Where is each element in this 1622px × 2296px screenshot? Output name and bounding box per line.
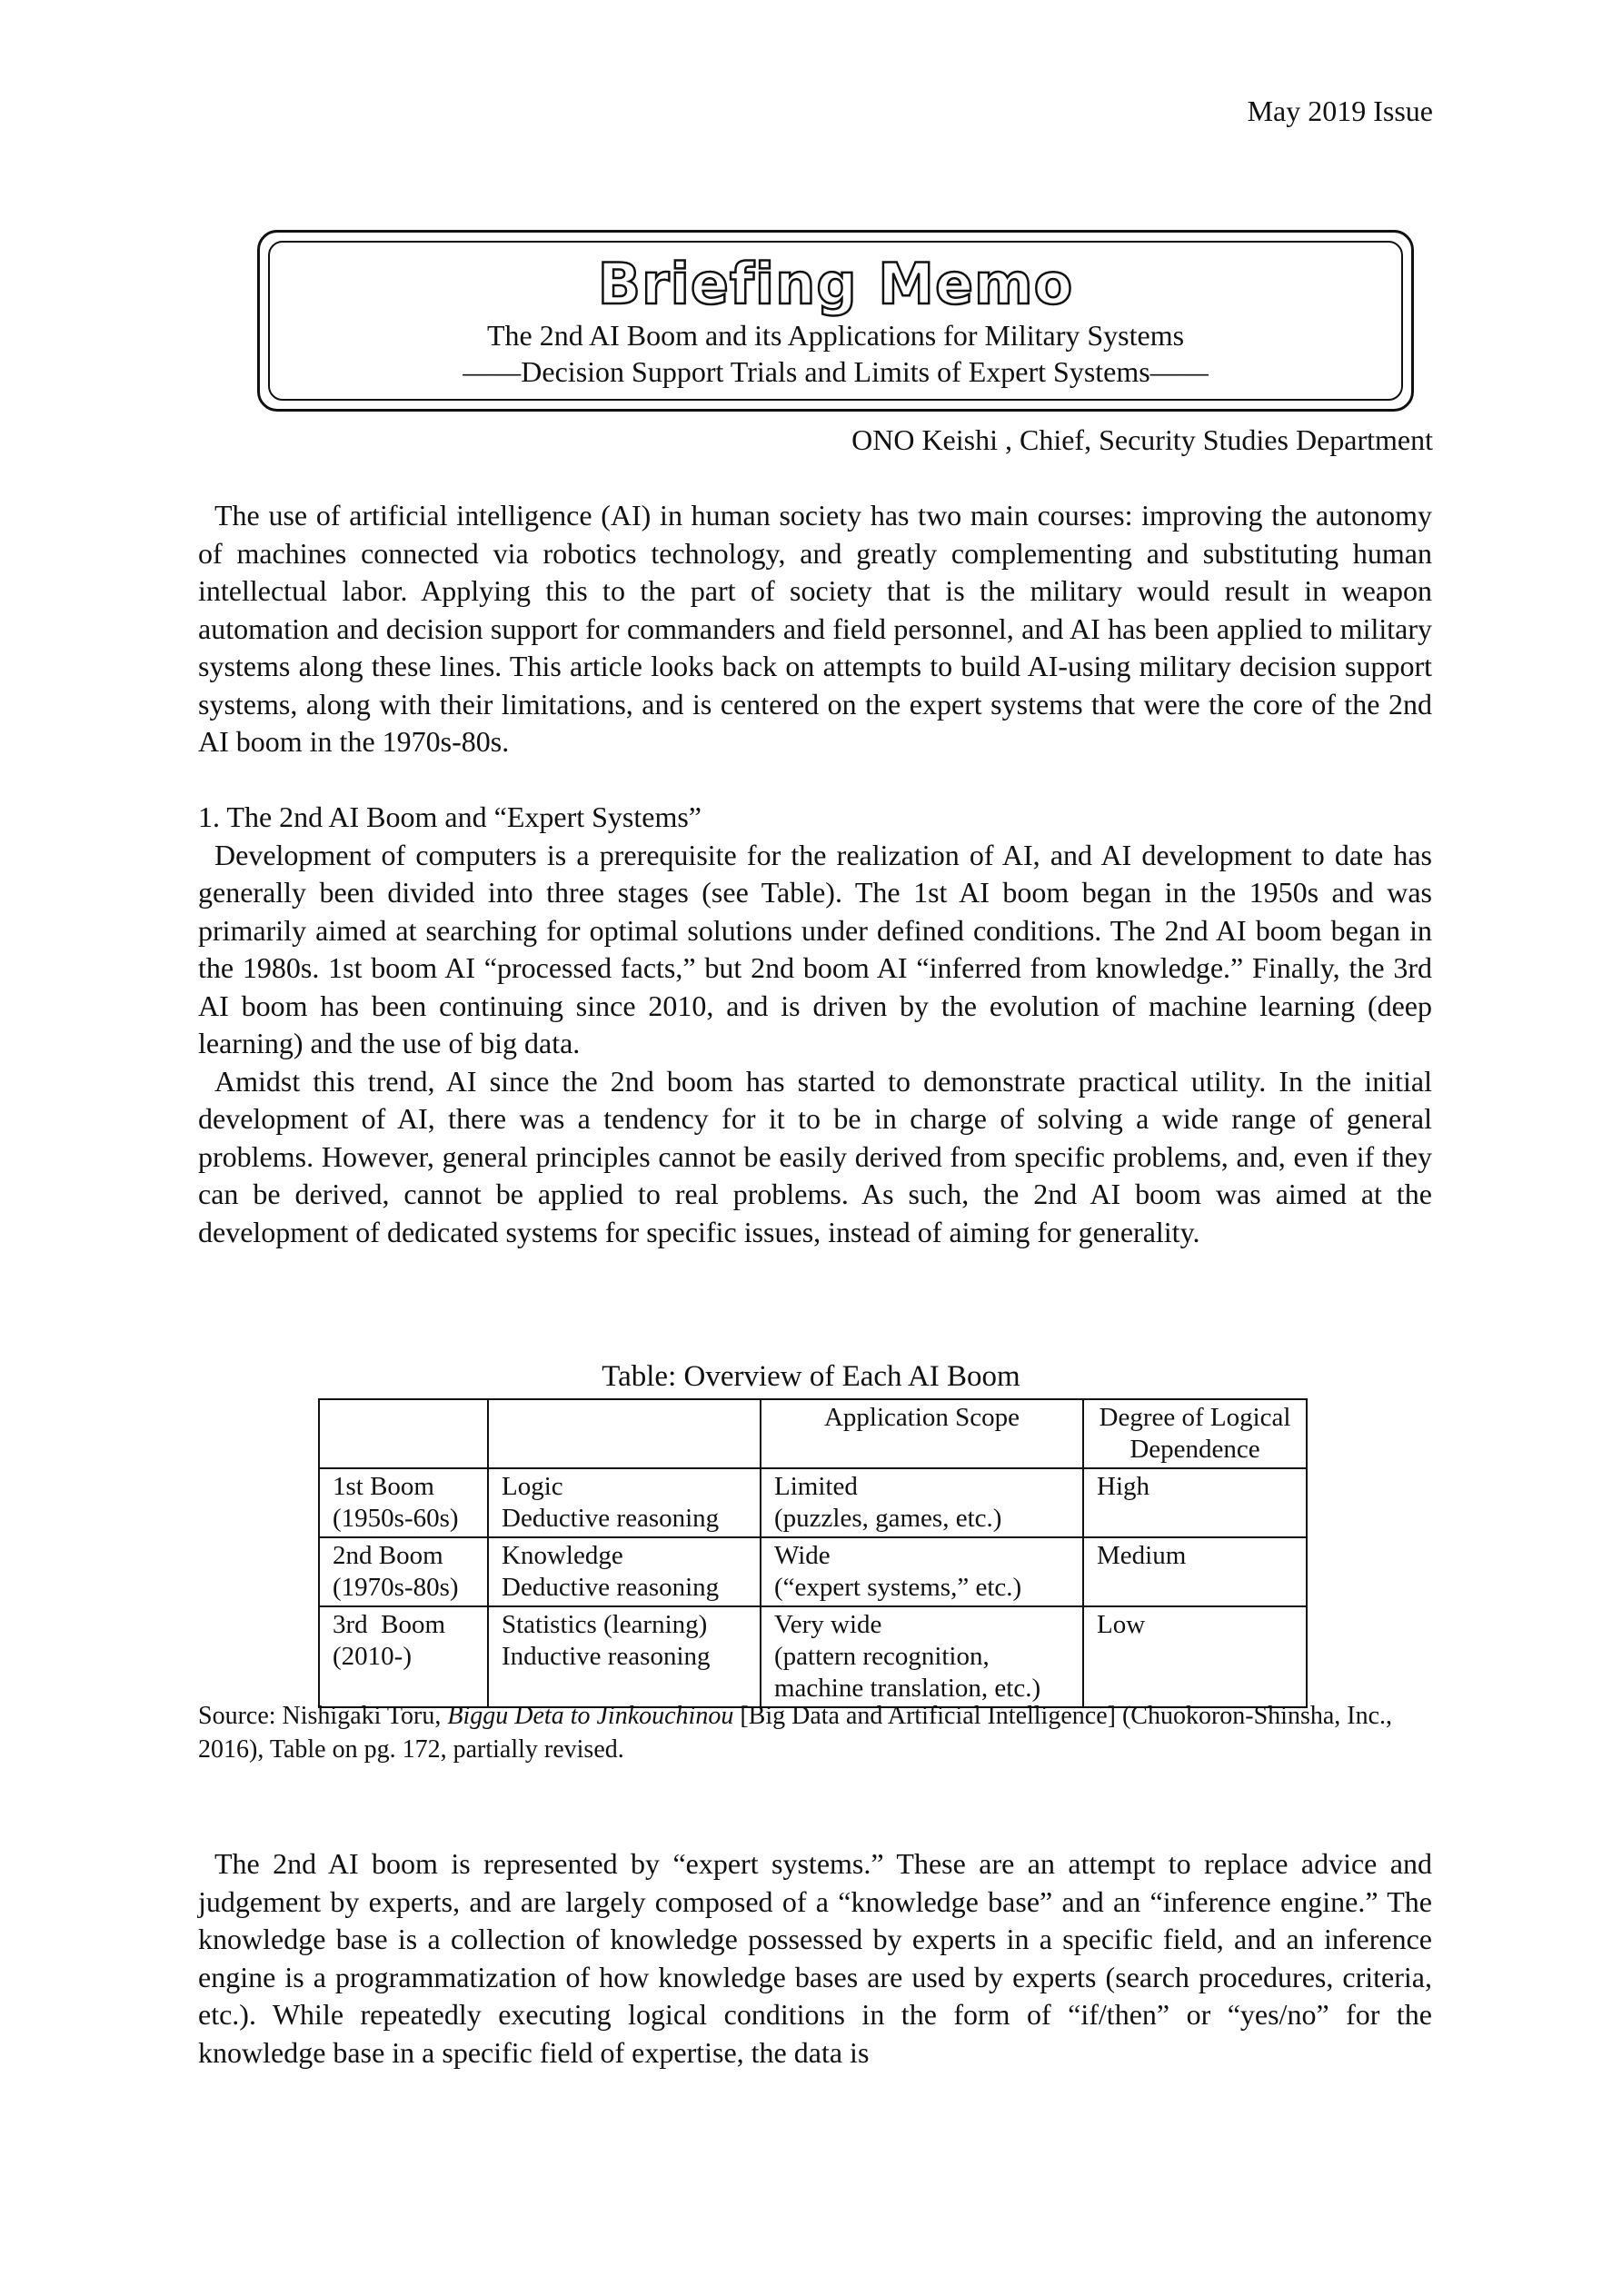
table-cell-dependence: High bbox=[1083, 1468, 1307, 1537]
section-1-paragraph-1: Development of computers is a prerequisite for the realization of AI, and AI development to date has generally been divided into three stages (see Table). The 1st AI boom began in the 1950s and was primarily aimed at searching for optimal solutions under defined conditions. The 2nd AI boom began in the 1980s. 1st boom AI “processed facts,” but 2nd boom AI “inferred from knowledge.” Finally, the 3rd AI boom has been continuing since 2010, and is driven by the evolution of machine learning (deep learning) and the use of big data. bbox=[198, 838, 1432, 1059]
table-cell-basis: Logic Deductive reasoning bbox=[488, 1468, 761, 1537]
table-cell-boom: 1st Boom (1950s-60s) bbox=[319, 1468, 488, 1537]
section-1 bbox=[198, 799, 1432, 1251]
table-header-cell: Degree of Logical Dependence bbox=[1083, 1399, 1307, 1468]
table-source-note: Source: Nishigaki Toru, Biggu Deta to Jinkouchinou [Big Data and Artificial Intelligence] (Chuokoron-Shinsha, Inc., 2016), Table on pg. 172, partially revised. bbox=[198, 1702, 1393, 1764]
issue-date: May 2019 Issue bbox=[1247, 94, 1433, 127]
table-cell-basis: Statistics (learning) Inductive reasoning bbox=[488, 1606, 761, 1707]
intro-paragraph: The use of artificial intelligence (AI) in human society has two main courses: improving the autonomy of machines connected via robotics technology, and greatly complementing and substituting human intellectual labor. Applying this to the part of society that is the military would result in weapon automation and decision support for commanders and field personnel, and AI has been applied to military systems along these lines. This article looks back on attempts to build AI-using military decision support systems, along with their limitations, and is centered on the expert systems that were the core of the 2nd AI boom in the 1970s-80s. bbox=[198, 499, 1432, 758]
section-1-paragraph-2: Amidst this trend, AI since the 2nd boom has started to demonstrate practical utility. In the initial development of AI, there was a tendency for it to be in charge of solving a wide range of general problems. However, general principles cannot be easily derived from specific problems, and, even if they can be derived, cannot be applied to real problems. As such, the 2nd AI boom was aimed at the development of dedicated systems for specific issues, instead of aiming for generality. bbox=[198, 1064, 1432, 1248]
table-cell-scope: Wide (“expert systems,” etc.) bbox=[761, 1537, 1083, 1606]
memo-title-box bbox=[257, 230, 1414, 412]
table-cell-scope: Limited (puzzles, games, etc.) bbox=[761, 1468, 1083, 1537]
table-header-cell: Application Scope bbox=[761, 1399, 1083, 1468]
closing-paragraph: The 2nd AI boom is represented by “expert systems.” These are an attempt to replace advice and judgement by experts, and are largely composed of a “knowledge base” and an “inference engine.” The knowledge base is a collection of knowledge possessed by experts in a specific field, and an inference engine is a programmatization of how knowledge bases are used by experts (search procedures, criteria, etc.). While repeatedly executing logical conditions in the form of “if/then” or “yes/no” for the knowledge base in a specific field of expertise, the data is bbox=[198, 1847, 1432, 2069]
table-cell-basis: Knowledge Deductive reasoning bbox=[488, 1537, 761, 1606]
closing-section bbox=[198, 1845, 1432, 2072]
table-row bbox=[319, 1537, 1307, 1606]
ai-boom-table bbox=[318, 1398, 1308, 1708]
table-cell-dependence: Low bbox=[1083, 1606, 1307, 1707]
author-line: ONO Keishi , Chief, Security Studies Department bbox=[851, 423, 1433, 456]
table-header-cell bbox=[488, 1399, 761, 1468]
intro-section bbox=[198, 497, 1432, 761]
section-1-heading: 1. The 2nd AI Boom and “Expert Systems” bbox=[198, 800, 702, 833]
table-row bbox=[319, 1468, 1307, 1537]
memo-subtitle-secondary: ——Decision Support Trials and Limits of Expert Systems—— bbox=[463, 355, 1209, 388]
table-row bbox=[319, 1606, 1307, 1707]
table-cell-scope: Very wide (pattern recognition, machine translation, etc.) bbox=[761, 1606, 1083, 1707]
table-cell-boom: 2nd Boom (1970s-80s) bbox=[319, 1537, 488, 1606]
memo-title: Briefing Memo bbox=[597, 251, 1074, 317]
table-cell-boom: 3rd Boom (2010-) bbox=[319, 1606, 488, 1707]
table-header-row bbox=[319, 1399, 1307, 1468]
source-book-title: Biggu Deta to Jinkouchinou bbox=[447, 1702, 734, 1730]
table-header-cell bbox=[319, 1399, 488, 1468]
memo-subtitle: The 2nd AI Boom and its Applications for Military Systems bbox=[486, 319, 1185, 352]
table-cell-dependence: Medium bbox=[1083, 1537, 1307, 1606]
table-caption: Table: Overview of Each AI Boom bbox=[602, 1360, 1020, 1393]
